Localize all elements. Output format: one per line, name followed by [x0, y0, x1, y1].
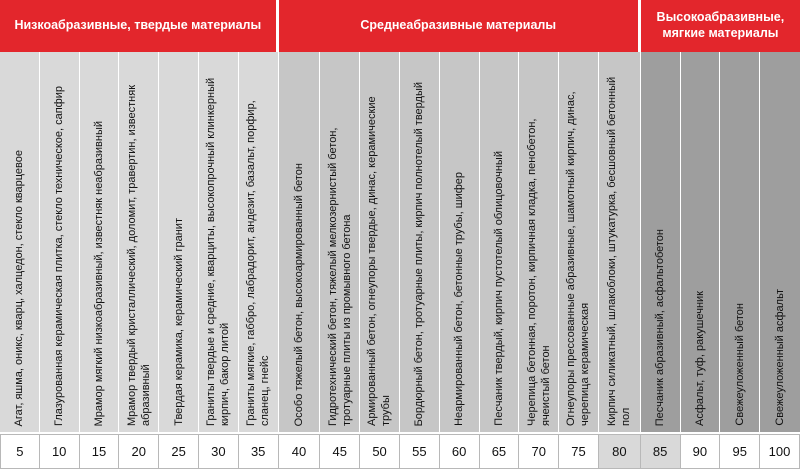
material-label: Мрамор твердый кристаллический, доломит, травертин, известняк абразивный — [125, 84, 152, 426]
material-label: Кирпич силикатный, шлакоблоки, штукатурка, бесшовный бетонный пол — [606, 76, 633, 426]
material-column-5[interactable] — [0, 52, 40, 432]
material-label-wrap — [681, 52, 720, 432]
value-cell-25[interactable]: 25 — [159, 434, 199, 469]
material-column-50[interactable] — [360, 52, 400, 432]
material-label-wrap — [599, 52, 640, 432]
material-label: Мрамор мягкий низкоабразивный, известняк неабразивный — [92, 120, 105, 426]
material-label-wrap — [360, 52, 399, 432]
material-column-30[interactable] — [199, 52, 239, 432]
material-label-wrap — [0, 52, 39, 432]
material-column-20[interactable] — [119, 52, 159, 432]
material-label: Граниты твердые и средние, кварциты, высокопрочный клинкерный кирпич, бакор литой — [205, 77, 232, 426]
material-label-wrap — [119, 52, 158, 432]
material-column-15[interactable] — [80, 52, 120, 432]
value-cell-35[interactable]: 35 — [239, 434, 279, 469]
value-cell-70[interactable]: 70 — [519, 434, 559, 469]
material-label: Свежеуложенный бетон — [733, 303, 746, 426]
group-header-1 — [0, 0, 279, 52]
material-label: Асфальт, туф, ракушечник — [693, 291, 706, 426]
material-label-wrap — [320, 52, 359, 432]
group-header-3 — [641, 0, 800, 52]
value-cell-90[interactable]: 90 — [681, 434, 721, 469]
value-cell-95[interactable]: 95 — [720, 434, 760, 469]
value-cell-65[interactable]: 65 — [480, 434, 520, 469]
material-label-wrap — [720, 52, 759, 432]
material-label-wrap — [760, 52, 800, 432]
material-column-55[interactable] — [400, 52, 440, 432]
material-label: Армированный бетон, огнеупоры твердые, динас, керамические трубы — [366, 96, 393, 426]
value-cell-30[interactable]: 30 — [199, 434, 239, 469]
material-column-85[interactable] — [641, 52, 681, 432]
material-label: Огнеупоры прессованные абразивные, шамотный кирпич, динас, черепица керамическая — [565, 91, 592, 426]
material-column-65[interactable] — [480, 52, 520, 432]
value-scale-row — [0, 432, 800, 469]
material-label-wrap — [641, 52, 680, 432]
material-label-wrap — [519, 52, 558, 432]
value-cell-10[interactable]: 10 — [40, 434, 80, 469]
value-cell-100[interactable]: 100 — [760, 434, 800, 469]
value-cell-40[interactable]: 40 — [279, 434, 321, 469]
material-label-wrap — [400, 52, 439, 432]
material-column-90[interactable] — [681, 52, 721, 432]
material-label-wrap — [279, 52, 320, 432]
material-label: Черепица бетонная, поротон, кирпичная кладка, пенобетон, ячеистый бетон — [525, 118, 552, 426]
material-label: Песчаник твердый, кирпич пустотелый облицовочный — [492, 151, 505, 426]
material-label: Граниты мягкие, габбро, лабрадорит, андезит, базальт, порфир, сланец, гнейс — [245, 100, 272, 426]
material-label: Неармированный бетон, бетонные трубы, шифер — [453, 172, 466, 426]
material-column-95[interactable] — [720, 52, 760, 432]
value-cell-20[interactable]: 20 — [119, 434, 159, 469]
material-label: Свежеуложенный асфальт — [773, 289, 786, 426]
value-cell-80[interactable]: 80 — [599, 434, 641, 469]
material-label-wrap — [40, 52, 79, 432]
material-column-60[interactable] — [440, 52, 480, 432]
group-header-label: Низкоабразивные, твердые материалы — [14, 18, 262, 33]
material-label-wrap — [440, 52, 479, 432]
material-label-wrap — [159, 52, 198, 432]
material-label: Особо тяжелый бетон, высокоармированный бетон — [292, 162, 305, 426]
material-column-35[interactable] — [239, 52, 279, 432]
material-label-wrap — [80, 52, 119, 432]
value-cell-85[interactable]: 85 — [641, 434, 681, 469]
material-label-wrap — [480, 52, 519, 432]
group-header-label: Среднеабразивные материалы — [360, 18, 557, 33]
value-cell-55[interactable]: 55 — [400, 434, 440, 469]
material-column-70[interactable] — [519, 52, 559, 432]
material-column-100[interactable] — [760, 52, 800, 432]
material-column-40[interactable] — [279, 52, 321, 432]
value-cell-50[interactable]: 50 — [360, 434, 400, 469]
value-cell-5[interactable]: 5 — [0, 434, 40, 469]
material-label-wrap — [559, 52, 598, 432]
material-column-45[interactable] — [320, 52, 360, 432]
material-label: Глазурованная керамическая плитка, стекло техническое, сапфир — [53, 86, 66, 426]
material-label-wrap — [199, 52, 238, 432]
material-label: Гидротехнический бетон, тяжелый мелкозернистый бетон, тротуарные плиты из промывного бетона — [326, 127, 353, 426]
value-cell-75[interactable]: 75 — [559, 434, 599, 469]
material-label: Твердая керамика, керамический гранит — [172, 218, 185, 426]
group-header-label: Высокоабразивные, мягкие материалы — [656, 10, 785, 40]
material-column-25[interactable] — [159, 52, 199, 432]
group-header-2 — [279, 0, 641, 52]
material-column-75[interactable] — [559, 52, 599, 432]
material-label: Бордюрный бетон, тротуарные плиты, кирпич полнотелый твердый — [413, 81, 426, 426]
material-label: Песчаник абразивный, асфальтобетон — [654, 228, 667, 426]
material-label: Агат, яшма, оникс, кварц, халцедон, стекло кварцевое — [13, 149, 26, 426]
value-cell-15[interactable]: 15 — [80, 434, 120, 469]
material-column-10[interactable] — [40, 52, 80, 432]
material-columns-row — [0, 52, 800, 432]
group-header-row — [0, 0, 800, 52]
value-cell-45[interactable]: 45 — [320, 434, 360, 469]
value-cell-60[interactable]: 60 — [440, 434, 480, 469]
material-label-wrap — [239, 52, 278, 432]
material-column-80[interactable] — [599, 52, 641, 432]
